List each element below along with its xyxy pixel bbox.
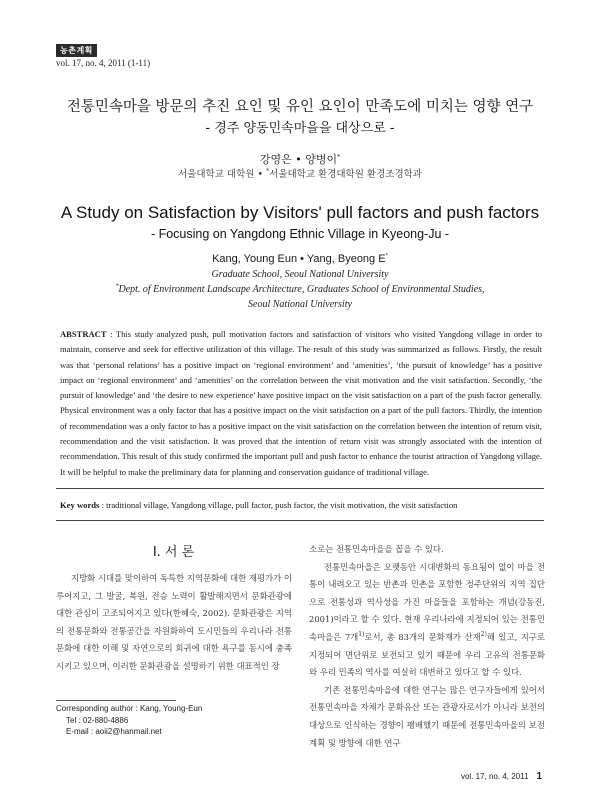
affiliation-english-mark: *	[115, 283, 119, 290]
affiliation-english-line3: Seoul National University	[248, 299, 352, 310]
body-paragraph: 지방화 시대를 맞이하여 독특한 지역문화에 대한 재평가가 이루어지고, 그 발굴, 복원, 전승 노력이 활발해지면서 문화관광에 대한 관심이 고조되어지고 있다(한혜숙, 2002). 문화관광은 지역의 전통문화와 전통공간을 자원화하여 도시민들의 우리나라 전통 문화에 대한 이해 및 자연으로의 회귀에 대한 욕구를 동시에 충족시키고 있으며, 이러한 문화관광을 설명하기 위한 대표적인 장	[56, 573, 292, 671]
body-text: 전통민속마을은 오랫동안 시대변화의 동요됨이 없이 마을 전통이 내려오고 있는 반촌과 민촌을 포함한 정주단위의 지역 집단으로 전통성과 역사성을 가진 마을들을 포함하는 개념(강동진, 2001)이라고 할 수 있다. 현재 우리나라에 지정되어 있는 전통민속마을은 7개	[309, 561, 545, 642]
journal-meta: vol. 17, no. 4, 2011 (1-11)	[56, 58, 151, 68]
title-english: A Study on Satisfaction by Visitors' pull factors and push factors	[60, 203, 540, 222]
keywords-label: Key words	[60, 500, 100, 510]
affiliation-english-line2-text: Dept. of Environment Landscape Architecture, Graduates School of Environmental Studies,	[118, 284, 485, 295]
section-heading: Ⅰ. 서 론	[152, 545, 195, 560]
authors-korean-mark: *	[337, 153, 341, 161]
footer-meta: vol. 17, no. 4, 2011	[460, 772, 529, 781]
authors-korean	[0, 151, 600, 167]
page-footer	[461, 771, 542, 782]
affiliation-korean-part2: 서울대학교 환경대학원 환경조경학과	[269, 169, 422, 180]
body-column-left	[56, 570, 292, 676]
subtitle-korean: - 경주 양동민속마을을 대상으로 -	[205, 121, 395, 136]
author-email: E-mail : aoii2@hanmail.net	[66, 727, 162, 736]
corresponding-author: Corresponding author : Kang, Young-Eun	[56, 704, 203, 713]
affiliation-korean-part1: 서울대학교 대학원 •	[178, 169, 267, 180]
authors-korean-names: 강영은 • 양병이	[259, 153, 338, 166]
footnote-divider	[56, 700, 176, 701]
title-korean: 전통민속마을 방문의 추진 요인 및 유인 요인이 만족도에 미치는 영향 연구	[66, 99, 534, 115]
page-number: 1	[536, 771, 542, 782]
author-tel: Tel : 02-880-4886	[66, 715, 129, 725]
body-text: 해 있고, 지구로 지정되어 면단위로 보전되고 있기 때문에 우리 고유의 전통문화와 우리 민족의 역사를 여실히 대변하고 있다고 할 수 있다.	[309, 631, 545, 678]
subtitle-english: - Focusing on Yangdong Ethnic Village in Kyeong-Ju -	[150, 227, 450, 241]
authors-english-mark: *	[385, 253, 388, 260]
affiliation-korean	[0, 166, 600, 180]
body-paragraph	[309, 559, 545, 682]
body-column-right	[309, 541, 545, 752]
footnote-ref: 1)	[358, 631, 365, 639]
abstract-label: ABSTRACT	[60, 329, 107, 339]
body-paragraph: 기존 전통민속마을에 대한 연구는 많은 연구자들에게 있어서 전통민속마을 자체가 문화유산 또는 관광자로서가 아니라 보전의 대상으로 인식하는 경향이 팽배했기 때문에 전통민속마을의 보전 계획 및 방향에 대한 연구	[309, 684, 545, 748]
affiliation-english-line2	[60, 284, 540, 295]
affiliation-korean-mark: *	[266, 167, 270, 175]
divider-top	[56, 488, 544, 489]
divider-bottom	[56, 520, 544, 521]
footnote-ref: 2)	[480, 631, 487, 639]
body-paragraph: 소로는 전통민속마을을 꼽을 수 있다.	[309, 544, 444, 554]
keywords: Key words : traditional village, Yangdong village, pull factor, push factor, the visit motivation, the visit satisfaction	[60, 500, 458, 510]
corresponding-author-note	[56, 703, 202, 738]
abstract: ABSTRACT : This study analyzed push, pull motivation factors and satisfaction of visitors who visited Yangdong village in order to maintain, conserve and seek for effective utilization of this village. The result of this study was summarized as follows. Firstly, the result was that ‘personal relations’ has a positive impact on ‘regional environment’ and ‘amenities’, ‘the pursuit of knowledge’ has a positive impact on ‘regional environment’ and ‘amenities’ on the correlation between the visit motivation and the visit satisfaction. Secondly, ‘the pursuit of knowledge’ and ‘the desire to new experience’ have positive impact on the visit satisfaction on a part of the push factor generally. Physical environment was a only factor that has a positive impact on the visit satisfaction on a part of the pull factors. Thirdly, the intention of recommendation was a only factor to has a positive impact on the visit satisfaction on the correlation between the intention of return visit, recommendation and the visit satisfaction. It was proved that the intention of return visit was strongly associated with the intention of recommendation. This result of this study confirmed the important pull and push factor to enhance the tourist attraction of Yangdong village. It will be helpful to make the preliminary data for planning and conservation guidance of traditional village.	[60, 329, 542, 477]
keywords-text: traditional village, Yangdong village, pull factor, push factor, the visit motivation, the visit satisfaction	[106, 500, 458, 510]
journal-badge: 농촌계획	[56, 44, 97, 57]
abstract-text: This study analyzed push, pull motivation factors and satisfaction of visitors who visited Yangdong village in order to maintain, conserve and seek for effective utilization of this village. The result of this study was summarized as follows. Firstly, the result was that ‘personal relations’ has a positive impact on ‘regional environment’ and ‘amenities’, ‘the pursuit of knowledge’ has a positive impact on ‘regional environment’ and ‘amenities’ on the correlation between the visit motivation and the visit satisfaction. Secondly, ‘the pursuit of knowledge’ and ‘the desire to new experience’ have positive impact on the visit satisfaction on a part of the push factor generally. Physical environment was a only factor that has a positive impact on the visit satisfaction on a part of the pull factors. Thirdly, the intention of recommendation was a only factor to has a positive impact on the visit satisfaction on the correlation between the intention of return visit, recommendation and the visit satisfaction. It was proved that the intention of return visit was strongly associated with the intention of recommendation. This result of this study confirmed the important pull and push factor to enhance the tourist attraction of Yangdong village. It will be helpful to make the preliminary data for planning and conservation guidance of traditional village.	[60, 329, 542, 477]
body-text: 로서, 총 83개의 문화재가 산재	[364, 631, 481, 642]
authors-english-names: Kang, Young Eun • Yang, Byeong E	[212, 253, 386, 265]
authors-english	[0, 253, 600, 265]
affiliation-english-line1: Graduate School, Seoul National University	[211, 269, 389, 280]
